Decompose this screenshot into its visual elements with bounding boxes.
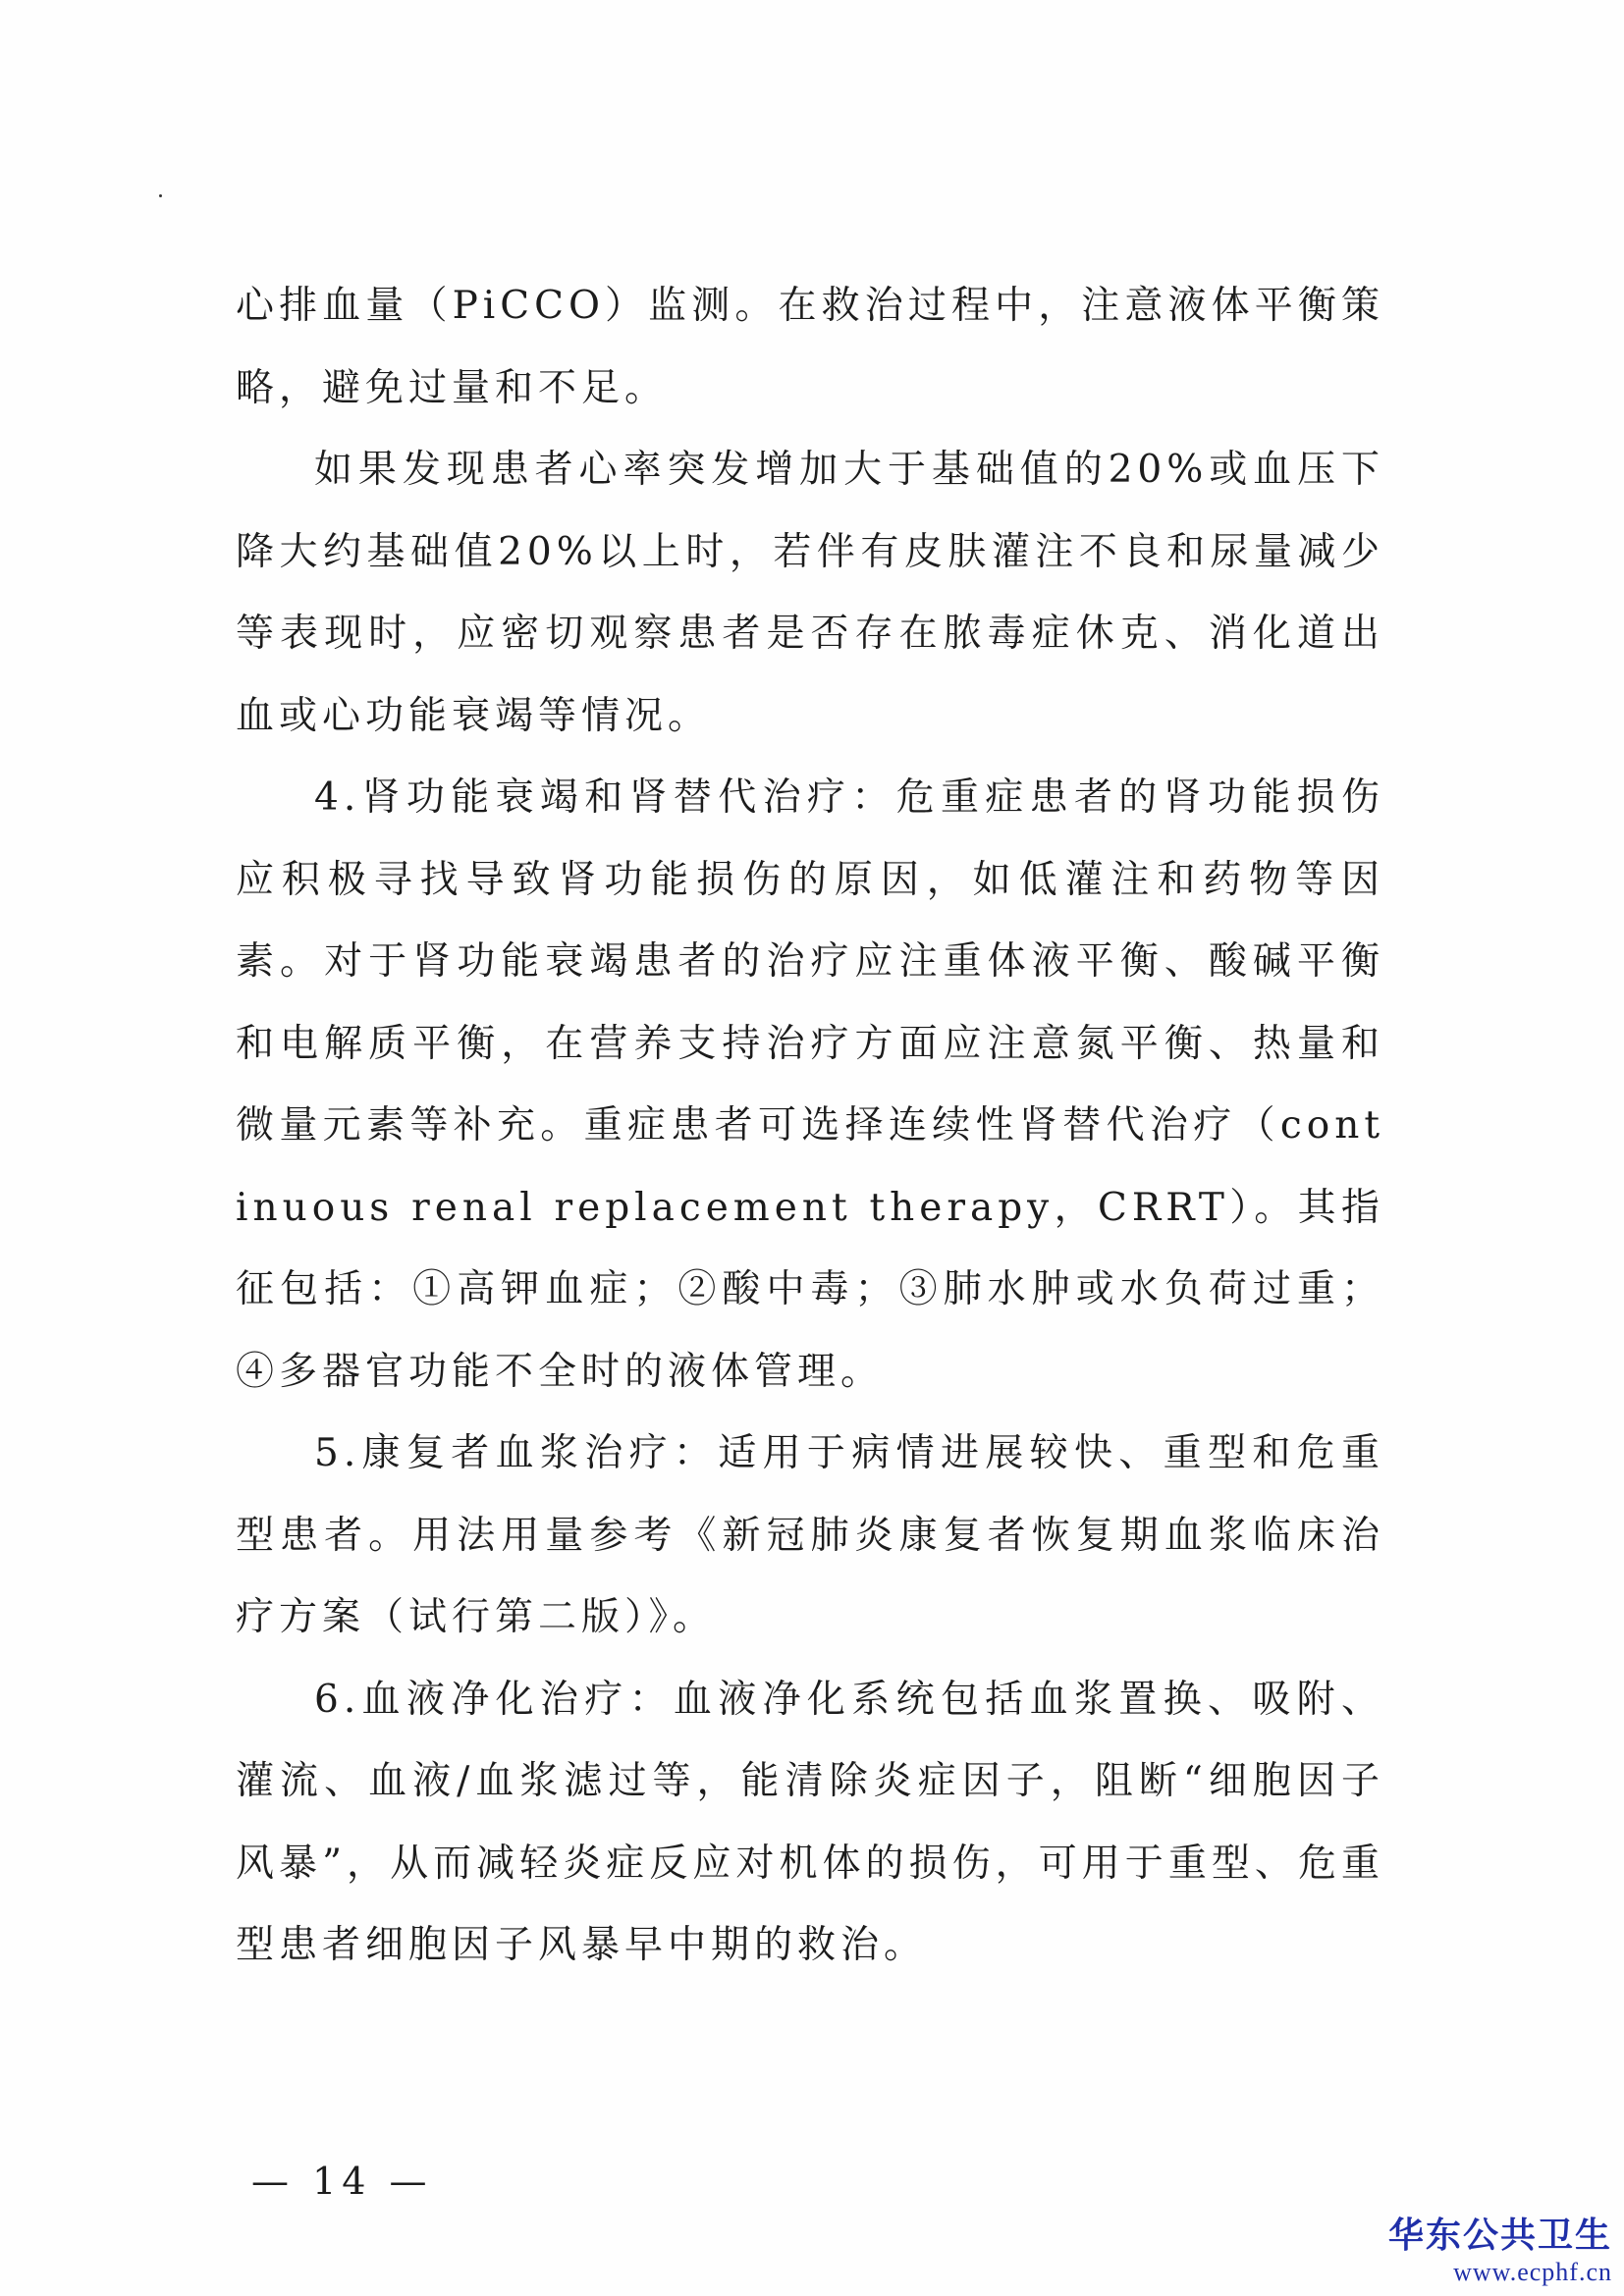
watermark-name: 华东公共卫生 <box>1387 2215 1612 2255</box>
watermark <box>1388 2214 1612 2288</box>
paragraph-3: 4.肾功能衰竭和肾替代治疗：危重症患者的肾功能损伤应积极寻找导致肾功能损伤的原因，如低灌注和药物等因素。对于肾功能衰竭患者的治疗应注重体液平衡、酸碱平衡和电解质平衡，在营养支持治疗方面应注意氮平衡、热量和微量元素等补充。重症患者可选择连续性肾替代治疗（continuous renal replacement therapy，CRRT）。其指征包括：①高钾血症；②酸中毒；③肺水肿或水负荷过重；④多器官功能不全时的液体管理。 <box>236 775 1384 1394</box>
watermark-url: www.ecphf.cn <box>1453 2258 1612 2286</box>
paragraph-5: 6.血液净化治疗：血液净化系统包括血浆置换、吸附、灌流、血液/血浆滤过等，能清除炎症因子，阻断“细胞因子风暴”，从而减轻炎症反应对机体的损伤，可用于重型、危重型患者细胞因子风暴早中期的救治。 <box>236 1677 1384 1967</box>
scan-speck <box>159 194 162 197</box>
page-number: — 14 — <box>251 2160 433 2203</box>
paragraph-2: 如果发现患者心率突发增加大于基础值的20%或血压下降大约基础值20%以上时，若伴有皮肤灌注不良和尿量减少等表现时，应密切观察患者是否存在脓毒症休克、消化道出血或心功能衰竭等情况。 <box>236 448 1384 738</box>
paragraph-4: 5.康复者血浆治疗：适用于病情进展较快、重型和危重型患者。用法用量参考《新冠肺炎康复者恢复期血浆临床治疗方案（试行第二版）》。 <box>236 1431 1384 1639</box>
document-body <box>236 265 1384 1987</box>
paragraph-1: 心排血量（PiCCO）监测。在救治过程中，注意液体平衡策略，避免过量和不足。 <box>236 284 1384 410</box>
